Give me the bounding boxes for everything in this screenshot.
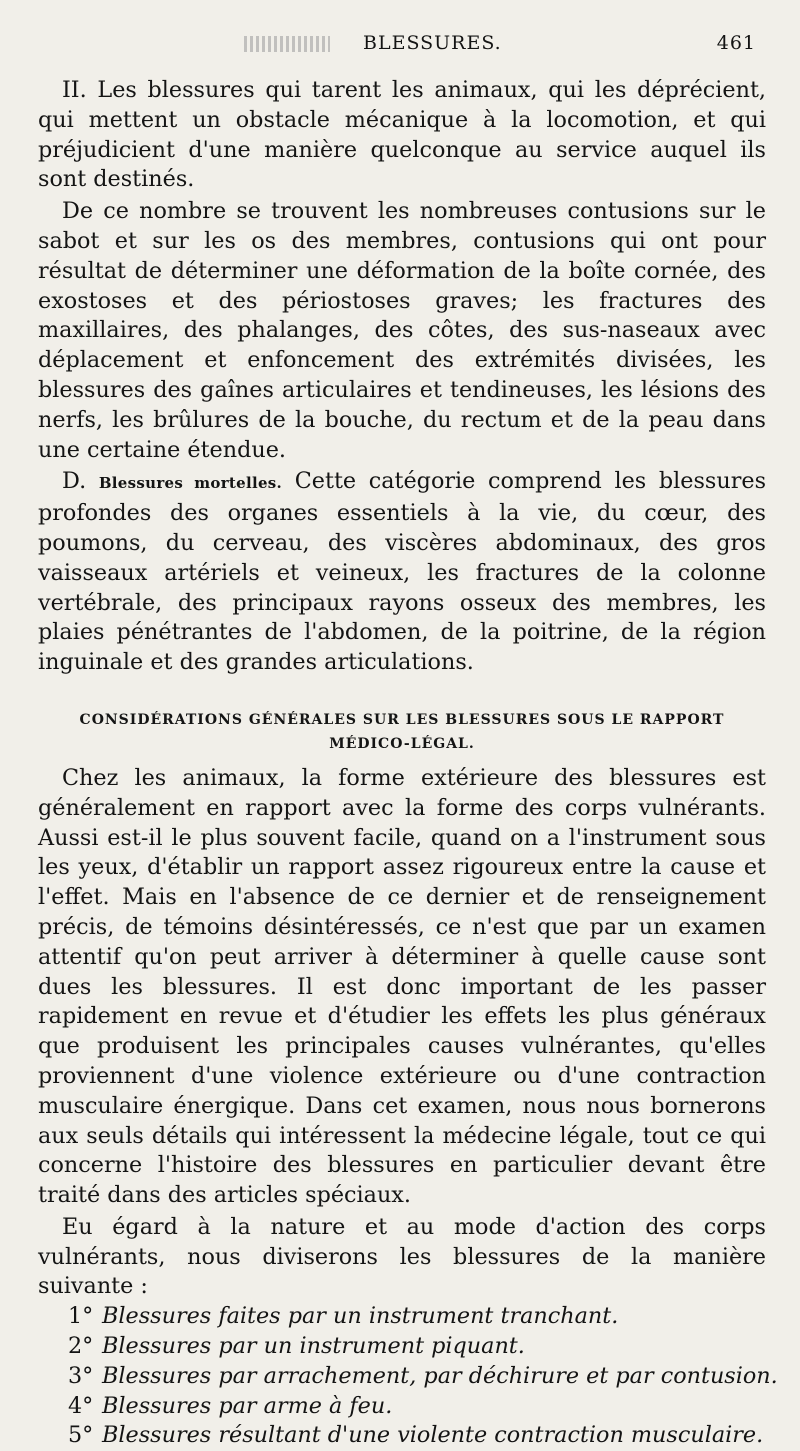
running-title: BLESSURES. (363, 32, 502, 54)
paragraph-text: Cette catégorie comprend les blessures profondes des organes essentiels à la vie, du cœur, des poumons, du cerveau, des viscères abdominaux, des gros vaisseaux artériels et veineux, les fractures de la colonne vertébrale, des principaux rayons osseux des membres, les plaies pénétrantes de l'abdomen, de la poitrine, de la région inguinale et des grandes articulations. (38, 468, 767, 676)
paragraph-text: Les blessures qui tarent les animaux, qui les déprécient, qui mettent un obstacle mécanique à la locomotion, et qui préjudicient d'une manière quelconque au service auquel ils sont destinés. (38, 77, 766, 193)
section-heading-line: CONSIDÉRATIONS GÉNÉRALES SUR LES BLESSURES SOUS LE RAPPORT (79, 711, 725, 728)
paragraph-intro: Chez les animaux, la forme extérieure des blessures est généralement en rapport avec la forme des corps vulnérants. Aussi est-il le plus souvent facile, quand on a l'instrument sous les yeux, d'établir un rapport assez rigoureux entre la cause et l'effet. Mais en l'absence de ce dernier et de renseignement précis, de témoins désintéressés, ce n'est que par un examen attentif qu'on peut arriver à déterminer à quelle cause sont dues les blessures. Il est donc important de les passer rapidement en revue et d'étudier les effets les plus généraux que produisent les principales causes vulnérantes, qu'elles proviennent d'une violence extérieure ou d'une contraction musculaire énergique. Dans cet examen, nous nous bornerons aux seuls détails qui intéressent la médecine légale, tout ce qui concerne l'histoire des blessures en particulier devant être traité dans des articles spéciaux. (38, 764, 766, 1209)
paragraph-text: De ce nombre se trouvent les nombreuses contusions sur le sabot et sur les os des membres, contusions qui ont pour résultat de déterminer une déformation de la boîte cornée, des exostoses et des périostoses graves; les fractures des maxillaires, des phalanges, des côtes, des sus-naseaux avec déplacement et enfoncement des extrémités divisées, les blessures des gaînes articulaires et tendineuses, les lésions des nerfs, les brûlures de la bouche, du rectum et de la peau dans une certaine étendue. (38, 198, 766, 463)
list-text: Blessures par arme à feu. (102, 1392, 393, 1419)
paragraph-classification: Eu égard à la nature et au mode d'action des corps vulnérants, nous diviserons les blessures de la manière suivante : (38, 1213, 766, 1300)
header-ornament (244, 36, 330, 52)
list-number: 4° (68, 1392, 94, 1419)
list-text: Blessures faites par un instrument tranchant. (102, 1303, 619, 1330)
paragraph-ii (38, 76, 766, 195)
section-heading (38, 708, 766, 756)
list-number: 3° (68, 1362, 94, 1389)
list-number: 5° (68, 1422, 94, 1449)
list-text: Blessures résultant d'une violente contraction musculaire. (102, 1422, 764, 1449)
list-number: 2° (68, 1333, 94, 1360)
list-number: 1° (68, 1303, 94, 1330)
list-item (68, 1302, 766, 1332)
subheading-blessures-mortelles: Blessures mortelles. (98, 474, 283, 493)
paragraph-contusions (38, 197, 766, 465)
paragraph-d (38, 467, 766, 678)
list-item (68, 1362, 778, 1392)
page-number: 461 (716, 32, 756, 54)
list-text: Blessures par arrachement, par déchirure et par contusion. (102, 1362, 778, 1389)
list-item (68, 1332, 766, 1362)
list-item (68, 1421, 766, 1451)
wound-type-list (38, 1302, 778, 1451)
paragraph-marker: II. (62, 77, 87, 103)
paragraph-marker: D. (62, 468, 87, 495)
running-header (38, 32, 766, 62)
list-item (68, 1392, 766, 1422)
list-text: Blessures par un instrument piquant. (102, 1333, 525, 1360)
section-heading-line: MÉDICO-LÉGAL. (329, 735, 475, 752)
